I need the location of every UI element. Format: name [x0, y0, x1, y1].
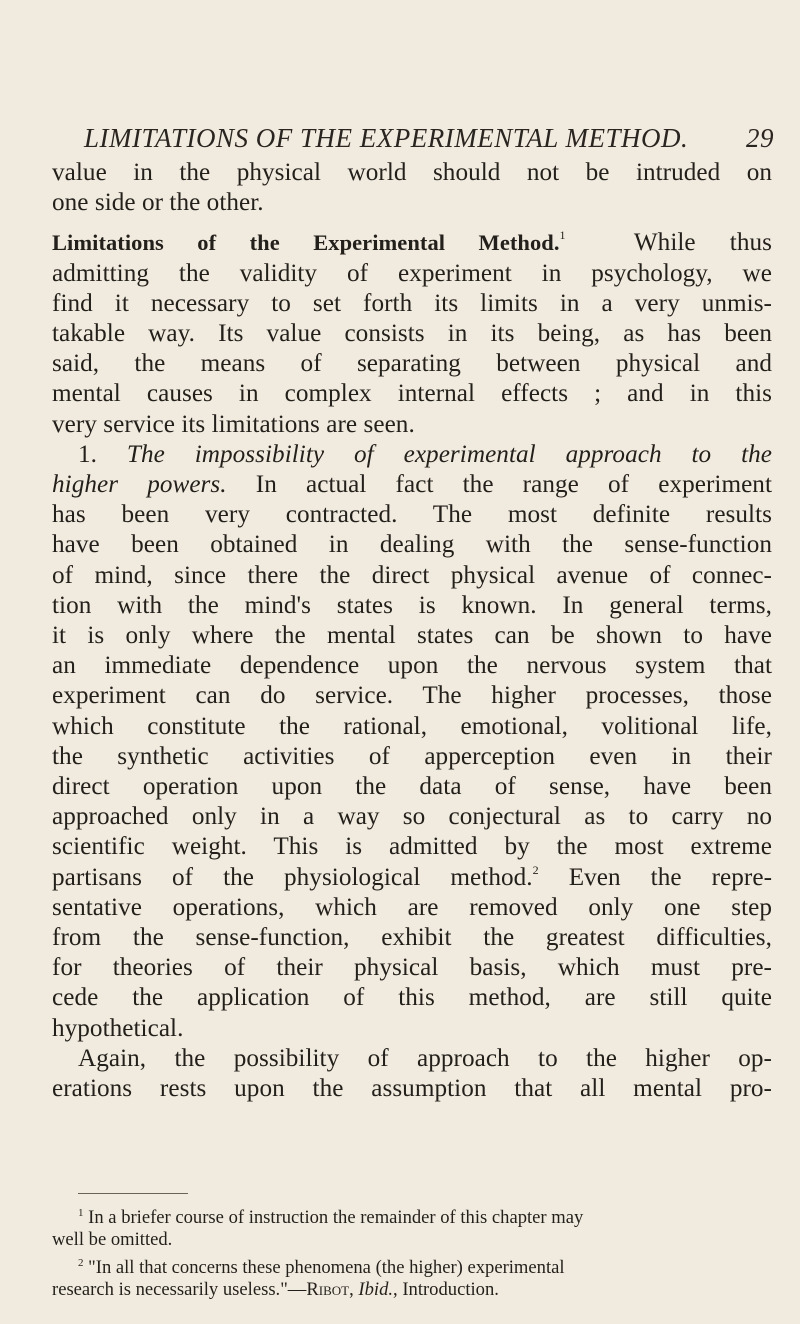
text-fragment: While thus [633, 229, 772, 257]
footnote-ibid: Ibid. [358, 1279, 394, 1301]
footnotes [52, 1202, 772, 1302]
footnote-author: Ribot [306, 1279, 350, 1301]
footnote-text: , [349, 1279, 359, 1301]
text-line: tion with the mind's states is known. In general terms, [52, 591, 772, 619]
running-head [84, 123, 774, 154]
footnote-text: , Introduction. [393, 1279, 499, 1301]
text-line [52, 470, 772, 500]
text-line: value in the physical world should not be intruded on [52, 159, 772, 186]
footnote-1 [52, 1202, 772, 1229]
text-line: for theories of their physical basis, which must pre- [52, 954, 772, 982]
section-heading-line [52, 228, 772, 258]
text-line: mental causes in complex internal effects ; and in this [52, 380, 772, 408]
text-line: of mind, since there the direct physical avenue of connec- [52, 561, 772, 589]
text-line: find it necessary to set forth its limits in a very unmis- [52, 289, 772, 317]
body-text [52, 158, 772, 1104]
paragraph-heading-line [52, 440, 772, 470]
footnote-2 [52, 1252, 772, 1279]
text-line: an immediate dependence upon the nervous system that [52, 652, 772, 680]
footnote-mark: 1 [78, 1207, 84, 1219]
footnote-mark: 2 [78, 1256, 84, 1269]
text-fragment: In actual fact the range of experiment [255, 471, 773, 499]
footnote-text: research is necessarily useless."— [52, 1279, 307, 1301]
text-line: Again, the possibility of approach to the higher op- [78, 1044, 772, 1072]
text-line: sentative operations, which are removed only one step [52, 893, 772, 921]
text-line: erations rests upon the assumption that all mental pro- [52, 1075, 772, 1103]
paragraph-heading: The impossibility of experimental approach to the [126, 440, 772, 468]
footnote-ref: 2 [532, 862, 539, 877]
text-line: direct operation upon the data of sense, have been [52, 773, 772, 801]
footnote-2-cont [52, 1279, 772, 1301]
footnote-rule [78, 1193, 188, 1194]
text-line: approached only in a way so conjectural as to carry no [52, 803, 772, 831]
paragraph-number: 1. [78, 440, 97, 468]
paragraph-heading-cont: higher powers. [52, 471, 227, 499]
footnote-1-cont: well be omitted. [52, 1229, 173, 1251]
text-line: one side or the other. [52, 189, 264, 217]
text-line: the synthetic activities of apperception even in their [52, 742, 772, 770]
text-line: very service its limitations are seen. [52, 410, 415, 438]
text-line: from the sense-function, exhibit the greatest difficulties, [52, 924, 772, 952]
text-line: experiment can do service. The higher processes, those [52, 682, 772, 710]
text-line: takable way. Its value consists in its being, as has been [52, 320, 772, 348]
text-fragment: partisans of the physiological method. [52, 863, 533, 891]
text-line: which constitute the rational, emotional, volitional life, [52, 712, 772, 740]
section-title: Limitations of the Experimental Method. [52, 230, 560, 256]
text-line: has been very contracted. The most definite results [52, 501, 772, 529]
text-line: scientific weight. This is admitted by the most extreme [52, 833, 772, 861]
footnote-ref: 1 [559, 228, 566, 243]
text-line: admitting the validity of experiment in psychology, we [52, 259, 772, 287]
text-line: it is only where the mental states can be shown to have [52, 622, 772, 650]
text-line: have been obtained in dealing with the sense-function [52, 531, 772, 559]
text-line: said, the means of separating between physical and [52, 350, 772, 378]
text-line: hypothetical. [52, 1014, 184, 1042]
running-title: LIMITATIONS OF THE EXPERIMENTAL METHOD. [84, 123, 689, 153]
text-line: cede the application of this method, are still quite [52, 984, 772, 1012]
page-number: 29 [746, 123, 774, 153]
footnote-text: In a briefer course of instruction the remainder of this chapter may [88, 1207, 584, 1228]
footnote-text: "In all that concerns these phenomena (the higher) experimental [88, 1256, 565, 1278]
text-line [52, 863, 772, 893]
text-fragment: Even the repre- [568, 863, 773, 891]
